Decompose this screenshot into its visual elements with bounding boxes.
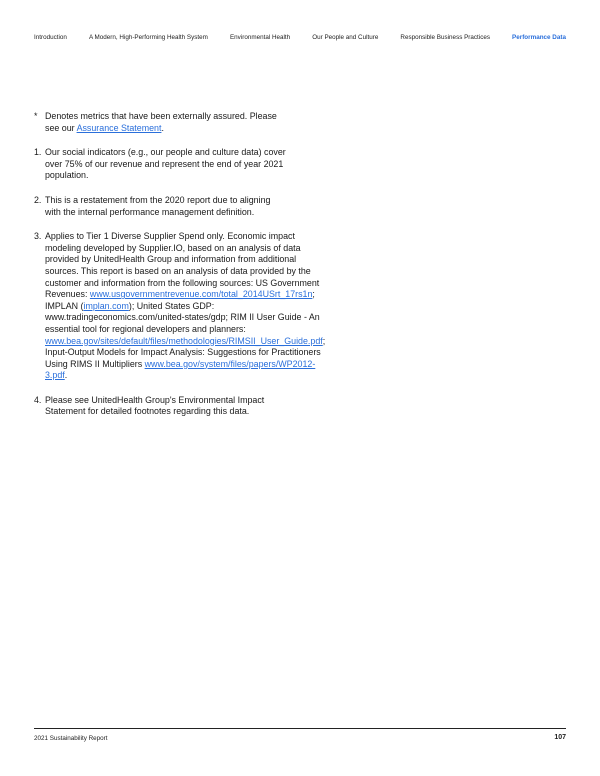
- footnote-text-part: .: [64, 370, 68, 381]
- rims-user-guide-link[interactable]: www.bea.gov/sites/default/files/methodologies/RIMSII_User_Guide.pdf: [45, 335, 323, 346]
- assurance-statement-link[interactable]: Assurance Statement: [76, 122, 162, 133]
- footnote-text: [45, 111, 286, 134]
- nav-responsible-business[interactable]: Responsible Business Practices: [400, 34, 491, 41]
- usgovernmentrevenue-link[interactable]: www.usgovernmentrevenue.com/total_2014USrt_17rs1n: [89, 289, 313, 300]
- footnote-text: This is a restatement from the 2020 report due to aligning with the internal performance management definition.: [45, 194, 271, 217]
- footnote-text-part: Applies to Tier 1 Diverse Supplier Spend only. Economic impact modeling developed by Supplier.IO, based on an analysis of data provided by UnitedHealth Group and information from additional sources. This report is based on an analysis of data provided by the customer and information from the following sources: US Government Revenues:: [45, 231, 320, 300]
- implan-link[interactable]: implan.com: [83, 300, 129, 311]
- footnote-text: Our social indicators (e.g., our people and culture data) cover over 75% of our revenue and represent the end of year 2021 population.: [45, 147, 286, 181]
- footer-report-title: 2021 Sustainability Report: [34, 735, 108, 742]
- nav-performance-data[interactable]: Performance Data: [512, 34, 566, 41]
- footnote-4: [34, 395, 286, 418]
- nav-health-system[interactable]: A Modern, High-Performing Health System: [88, 34, 208, 41]
- footnote-text-part: .: [161, 122, 164, 133]
- footnote-3: [34, 231, 326, 382]
- footnote-text-part: ); United States GDP: www.tradingeconomics.com/united-states/gdp; RIM II User Guide - An essential tool for regional developers and planners:: [45, 300, 320, 334]
- footnote-text-part: ; Input-Output Models for Impact Analysis: Suggestions for Practitioners Using RIMS II Multipliers: [45, 335, 326, 369]
- footnote-text-part: ; IMPLAN (: [45, 289, 315, 311]
- footnote-text: [45, 231, 325, 382]
- page-number: 107: [554, 734, 566, 741]
- footnote-text: Please see UnitedHealth Group's Environmental Impact Statement for detailed footnotes regarding this data.: [45, 394, 265, 417]
- footnote-1: [34, 147, 286, 182]
- footnote-text-part: Denotes metrics that have been externally assured. Please see our: [45, 111, 277, 133]
- footnote-marker: 1.: [34, 147, 42, 158]
- footnotes-list: [34, 111, 326, 431]
- bea-paper-link[interactable]: www.bea.gov/system/files/papers/WP2012-3.pdf: [45, 358, 316, 381]
- footnote-2: [34, 195, 286, 218]
- footnote-marker: 2.: [34, 194, 42, 205]
- top-navigation: [34, 34, 566, 41]
- footnote-marker: 3.: [34, 231, 42, 242]
- footnote-asterisk: [34, 111, 286, 134]
- nav-environmental-health[interactable]: Environmental Health: [229, 34, 291, 41]
- footer-divider: [34, 728, 566, 729]
- footnote-marker: *: [34, 111, 38, 121]
- nav-introduction[interactable]: Introduction: [34, 34, 67, 41]
- nav-people-culture[interactable]: Our People and Culture: [312, 34, 379, 41]
- footnote-marker: 4.: [34, 394, 42, 405]
